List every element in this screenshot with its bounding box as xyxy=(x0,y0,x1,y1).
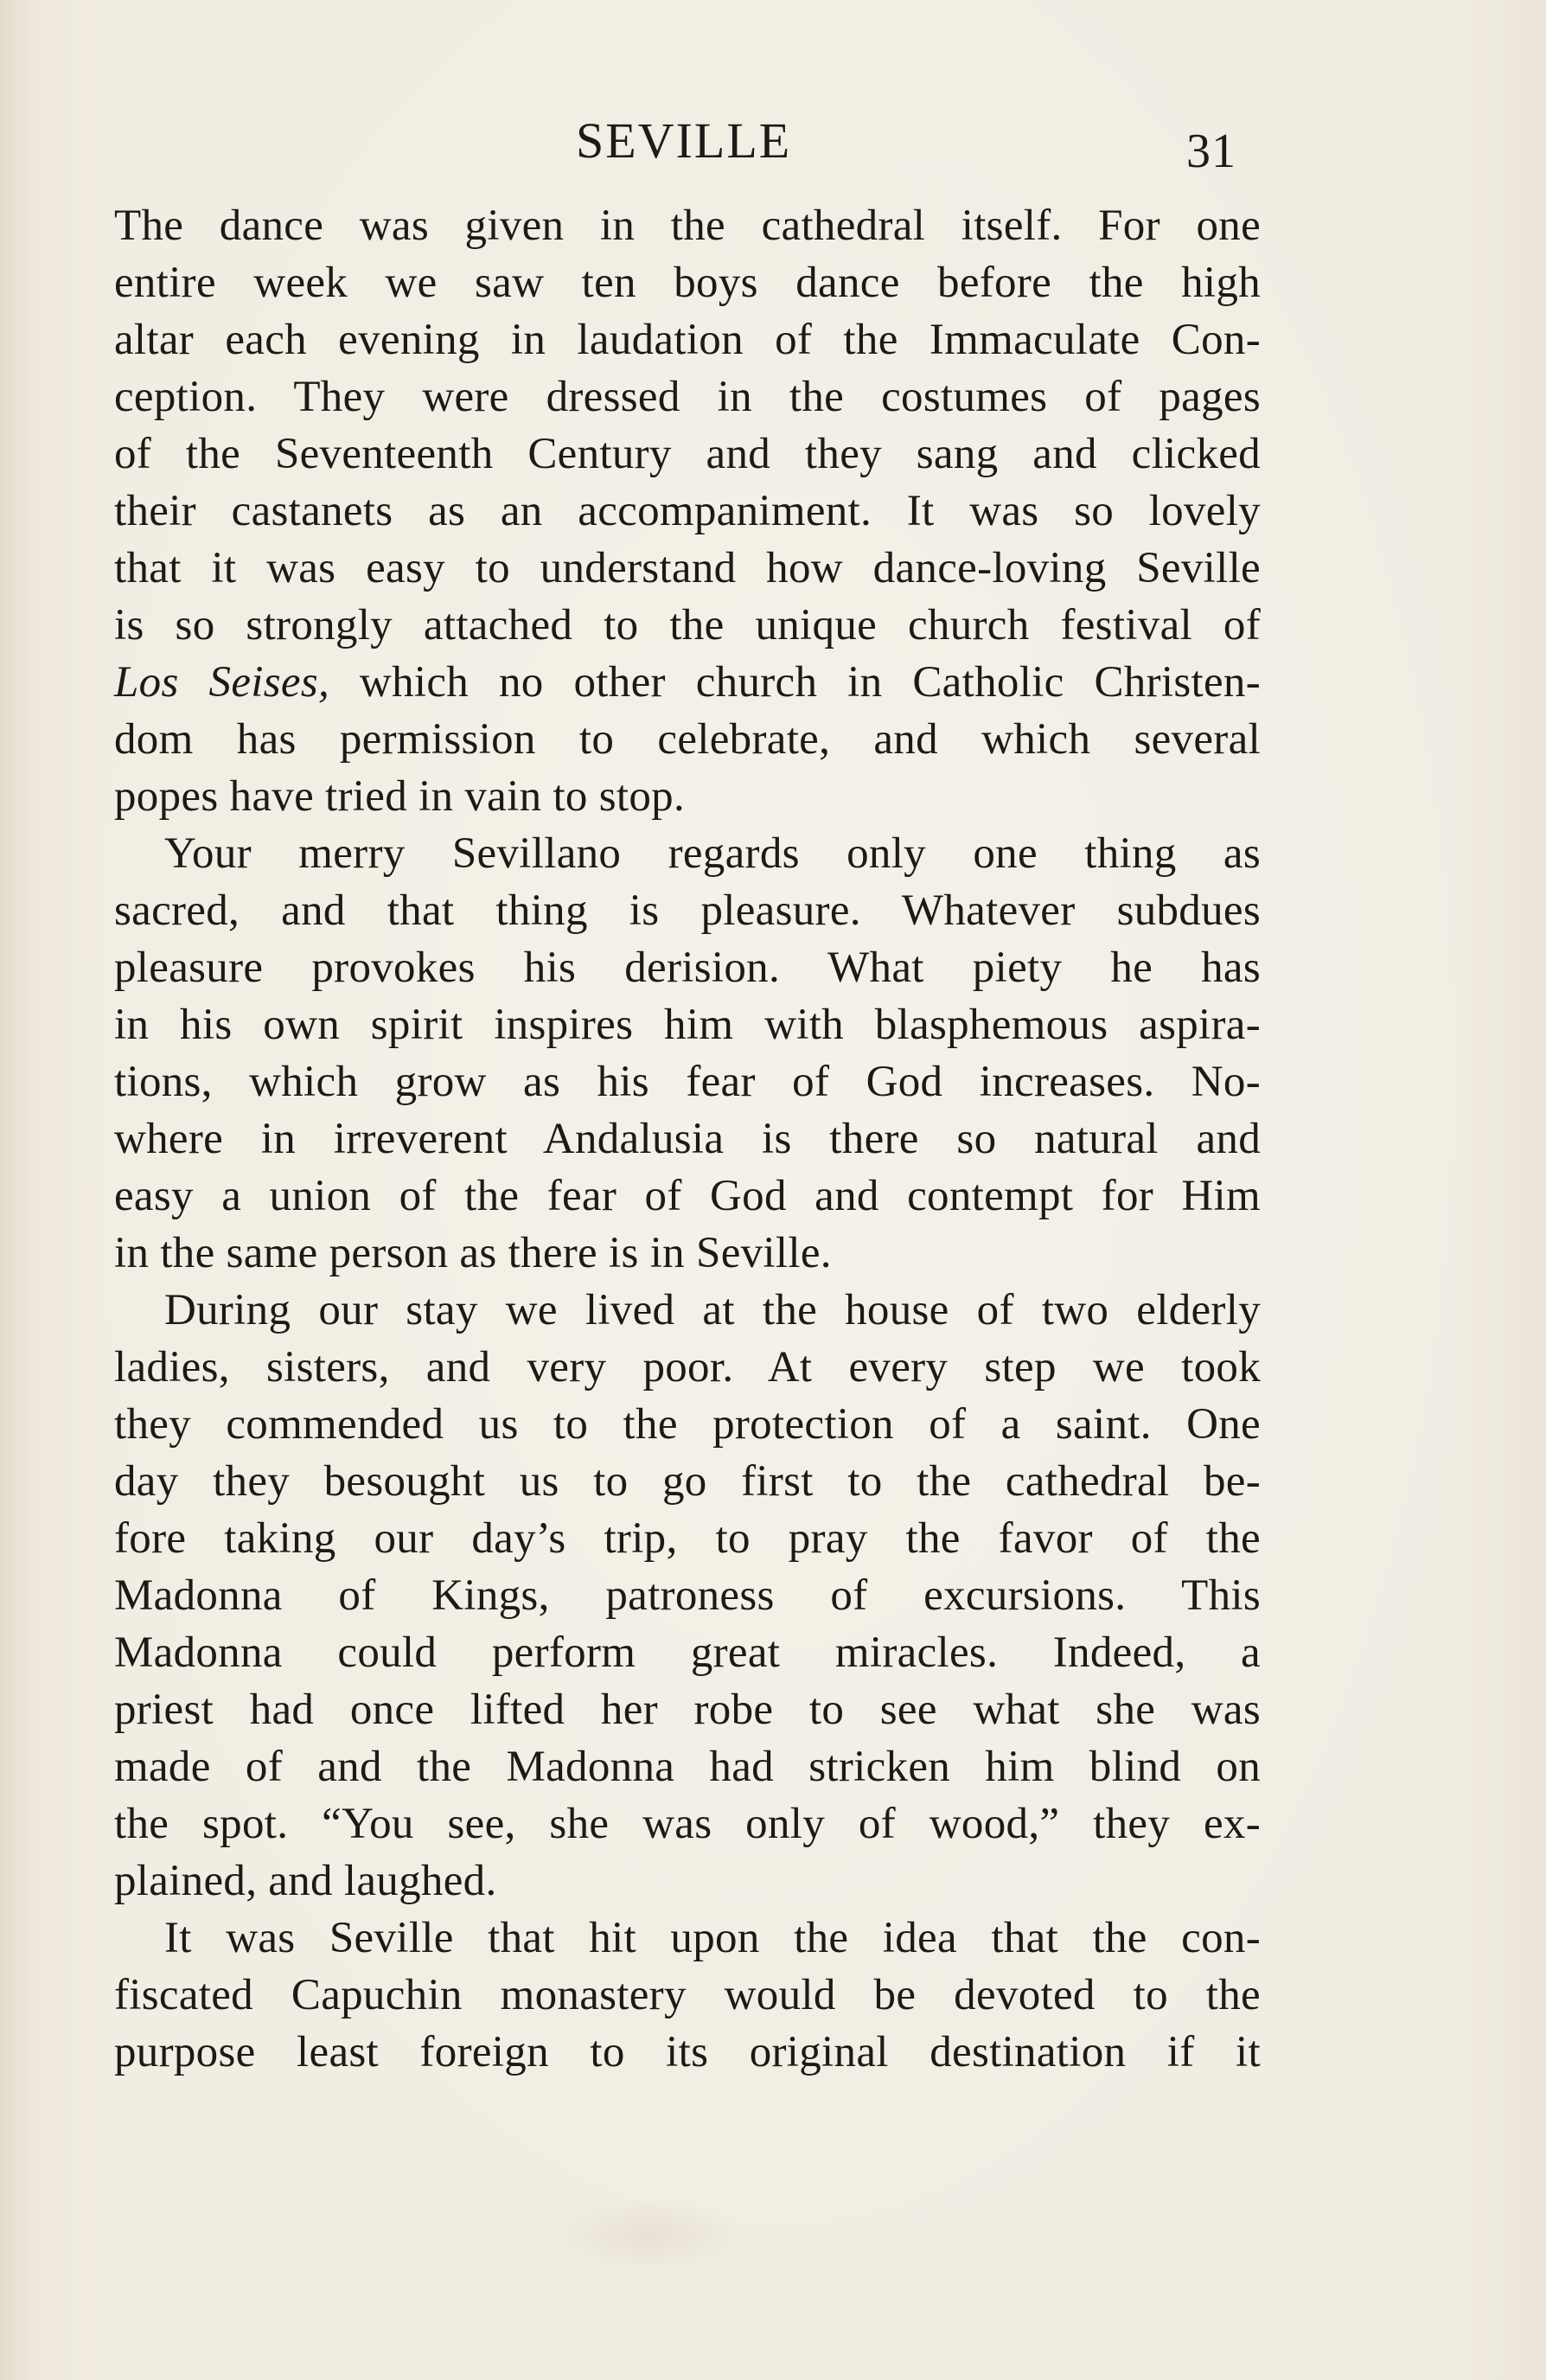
text-line: It was Seville that hit upon the idea that the con- xyxy=(164,1914,1261,1962)
text-line: in the same person as there is in Seville. xyxy=(114,1229,832,1277)
text-line: purpose least foreign to its original destination if it xyxy=(114,2028,1261,2076)
text-line: altar each evening in laudation of the Immaculate Con- xyxy=(114,316,1261,364)
text-line: where in irreverent Andalusia is there so natural and xyxy=(114,1115,1261,1163)
italic-title: Los Seises, xyxy=(114,658,330,707)
text-line: tions, which grow as his fear of God increases. No- xyxy=(114,1058,1261,1106)
text-line: During our stay we lived at the house of two elderly xyxy=(164,1286,1261,1334)
text-line: entire week we saw ten boys dance before the high xyxy=(114,259,1261,307)
text-line: of the Seventeenth Century and they sang and clicked xyxy=(114,430,1261,478)
text-line: sacred, and that thing is pleasure. Whatever subdues xyxy=(114,886,1261,935)
text-line: pleasure provokes his derision. What piety he has xyxy=(114,944,1261,992)
text-line: in his own spirit inspires him with blasphemous aspira- xyxy=(114,1001,1261,1049)
text-line: Madonna of Kings, patroness of excursions. This xyxy=(114,1571,1261,1620)
text-line: Madonna could perform great miracles. Indeed, a xyxy=(114,1628,1261,1677)
text-line: fore taking our day’s trip, to pray the favor of the xyxy=(114,1514,1261,1563)
text-line: priest had once lifted her robe to see what she was xyxy=(114,1686,1261,1734)
page-number: 31 xyxy=(1186,125,1236,178)
text-line: The dance was given in the cathedral itself. For one xyxy=(114,202,1261,250)
body-text xyxy=(114,197,1261,2081)
text-line: is so strongly attached to the unique church festival of xyxy=(114,601,1261,649)
text-line: day they besought us to go first to the cathedral be- xyxy=(114,1457,1261,1506)
paragraph-3 xyxy=(114,1282,1261,1910)
text-line: their castanets as an accompaniment. It was so lovely xyxy=(114,487,1261,535)
text-line: the spot. “You see, she was only of wood,” they ex- xyxy=(114,1800,1261,1848)
text-line: dom has permission to celebrate, and which several xyxy=(114,715,1261,764)
text-line: popes have tried in vain to stop. xyxy=(114,772,686,821)
text-line: made of and the Madonna had stricken him blind on xyxy=(114,1743,1261,1791)
paragraph-4 xyxy=(114,1910,1261,2081)
paper-smudge xyxy=(553,2197,744,2274)
text-line: they commended us to the protection of a saint. One xyxy=(114,1400,1261,1449)
paragraph-1 xyxy=(114,197,1261,825)
text-line: ladies, sisters, and very poor. At every step we took xyxy=(114,1343,1261,1392)
paragraph-2 xyxy=(114,825,1261,1282)
running-title: SEVILLE xyxy=(576,112,792,169)
text-line: easy a union of the fear of God and contempt for Him xyxy=(114,1172,1261,1220)
text-line: ception. They were dressed in the costumes of pages xyxy=(114,373,1261,421)
text-segment: which no other church in Catholic Christen- xyxy=(329,658,1261,707)
text-line: Your merry Sevillano regards only one thing as xyxy=(164,829,1261,878)
text-line: that it was easy to understand how dance-loving Seville xyxy=(114,544,1261,592)
text-line xyxy=(114,654,1261,711)
text-line: fiscated Capuchin monastery would be devoted to the xyxy=(114,1971,1261,2019)
running-head xyxy=(0,111,1546,178)
text-line: plained, and laughed. xyxy=(114,1857,497,1905)
